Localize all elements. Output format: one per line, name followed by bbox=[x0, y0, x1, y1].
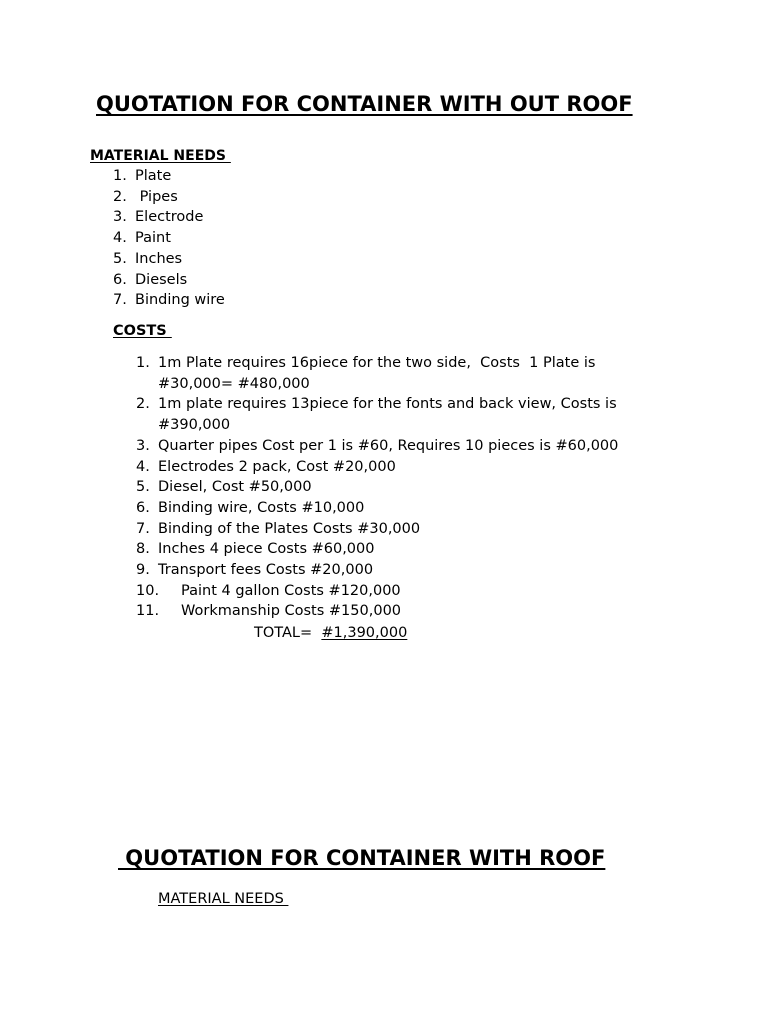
material-item: Inches bbox=[135, 250, 183, 267]
list-number: 7. bbox=[136, 520, 150, 537]
list-number: 3. bbox=[136, 437, 150, 454]
material-needs-heading: MATERIAL NEEDS bbox=[90, 148, 231, 164]
cost-item: Binding of the Plates Costs #30,000 bbox=[158, 520, 421, 537]
costs-list bbox=[136, 353, 646, 622]
material-item: Electrode bbox=[135, 209, 204, 226]
list-item bbox=[136, 519, 646, 540]
list-number: 7. bbox=[113, 292, 127, 309]
list-number: 9. bbox=[136, 562, 150, 579]
section-title: QUOTATION FOR CONTAINER WITH ROOF bbox=[118, 846, 606, 870]
list-item bbox=[113, 166, 413, 187]
cost-item: 1m plate requires 13piece for the fonts and back view, Costs is #390,000 bbox=[158, 396, 622, 434]
material-needs-heading: MATERIAL NEEDS bbox=[158, 891, 289, 907]
list-number: 11. bbox=[136, 603, 160, 620]
material-item: Pipes bbox=[135, 188, 178, 205]
cost-item: Electrodes 2 pack, Cost #20,000 bbox=[158, 458, 396, 475]
total-label: TOTAL= bbox=[254, 625, 322, 641]
list-item bbox=[136, 498, 646, 519]
material-item: Binding wire bbox=[135, 292, 225, 309]
list-item bbox=[136, 436, 646, 457]
list-number: 3. bbox=[113, 209, 127, 226]
list-number: 5. bbox=[136, 479, 150, 496]
list-item bbox=[136, 457, 646, 478]
list-number: 2. bbox=[136, 396, 150, 413]
list-number: 1. bbox=[113, 168, 127, 184]
page-title: QUOTATION FOR CONTAINER WITH OUT ROOF bbox=[96, 92, 633, 116]
list-item bbox=[136, 394, 646, 435]
list-item bbox=[136, 601, 646, 622]
list-number: 2. bbox=[113, 188, 127, 205]
material-item: Plate bbox=[135, 168, 172, 184]
list-item bbox=[136, 539, 646, 560]
material-item: Paint bbox=[135, 230, 171, 247]
total-row bbox=[254, 623, 407, 643]
costs-heading: COSTS bbox=[113, 323, 172, 339]
list-number: 4. bbox=[113, 230, 127, 247]
list-item bbox=[113, 290, 413, 311]
list-item bbox=[136, 353, 646, 394]
list-number: 8. bbox=[136, 541, 150, 558]
list-item bbox=[136, 581, 646, 602]
total-value: #1,390,000 bbox=[321, 625, 408, 641]
materials-list bbox=[113, 166, 413, 311]
cost-item: Binding wire, Costs #10,000 bbox=[158, 499, 365, 516]
list-item bbox=[113, 228, 413, 249]
list-item bbox=[136, 477, 646, 498]
list-item bbox=[113, 249, 413, 270]
cost-item: Paint 4 gallon Costs #120,000 bbox=[181, 582, 401, 599]
list-item bbox=[113, 187, 413, 208]
cost-item: Transport fees Costs #20,000 bbox=[158, 562, 374, 579]
list-number: 10. bbox=[136, 582, 160, 599]
cost-item: Workmanship Costs #150,000 bbox=[181, 603, 402, 620]
list-item bbox=[113, 270, 413, 291]
list-number: 5. bbox=[113, 250, 127, 267]
list-number: 6. bbox=[136, 499, 150, 516]
list-number: 4. bbox=[136, 458, 150, 475]
cost-item: 1m Plate requires 16piece for the two side, Costs 1 Plate is #30,000= #480,000 bbox=[158, 355, 601, 392]
list-number: 1. bbox=[136, 355, 150, 371]
cost-item: Inches 4 piece Costs #60,000 bbox=[158, 541, 375, 558]
cost-item: Diesel, Cost #50,000 bbox=[158, 479, 312, 496]
list-number: 6. bbox=[113, 271, 127, 288]
material-item: Diesels bbox=[135, 271, 188, 288]
cost-item: Quarter pipes Cost per 1 is #60, Requires 10 pieces is #60,000 bbox=[158, 437, 619, 454]
list-item bbox=[113, 207, 413, 228]
list-item bbox=[136, 560, 646, 581]
